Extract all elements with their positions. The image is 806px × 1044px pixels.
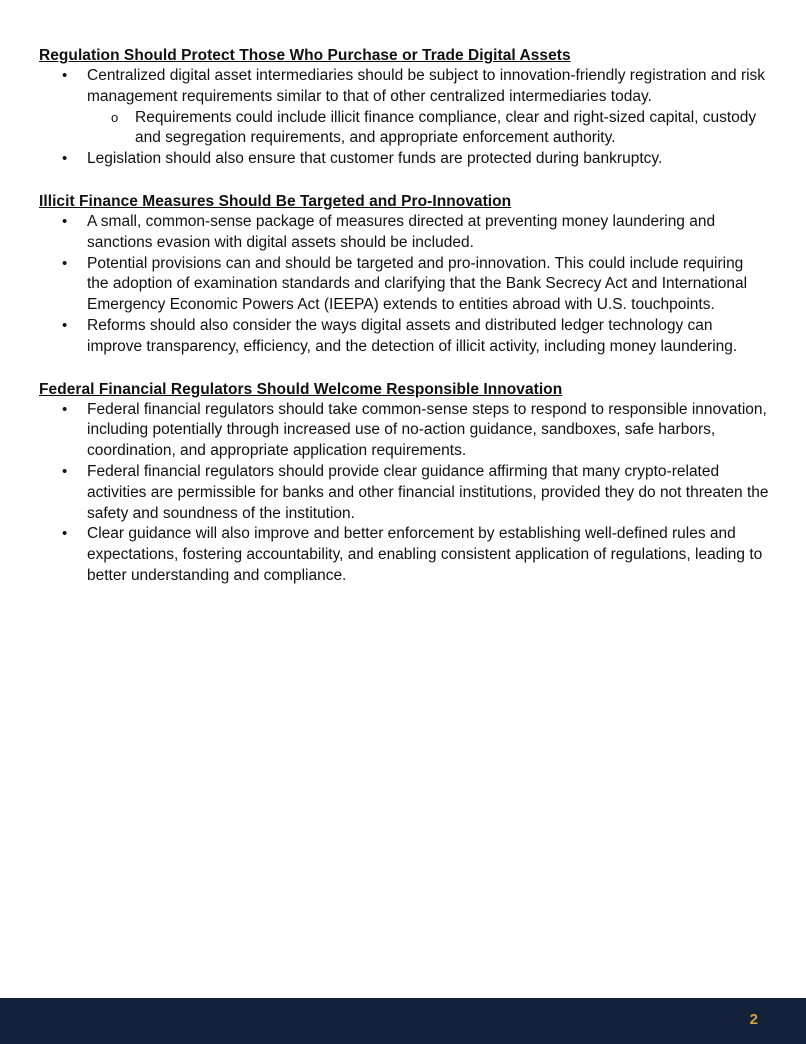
sub-list-item: [87, 108, 769, 150]
hollow-bullet-icon: o: [111, 109, 119, 125]
bullet-icon: •: [62, 212, 68, 230]
section-heading: Federal Financial Regulators Should Welcome Responsible Innovation: [39, 380, 563, 398]
list-item: [39, 524, 769, 586]
list-item: [39, 316, 769, 358]
bullet-list: [39, 400, 769, 587]
list-item: [39, 212, 769, 254]
list-item-text: Federal financial regulators should take common-sense steps to respond to responsible innovation, including potentially through increased use of no-action guidance, sandboxes, safe harbors, coordination, and appropriate application requirements.: [87, 400, 767, 460]
list-item: [39, 149, 769, 170]
list-item-text: Reforms should also consider the ways digital assets and distributed ledger technology can improve transparency, efficiency, and the detection of illicit activity, including money laundering.: [87, 316, 738, 355]
list-item-text: Legislation should also ensure that customer funds are protected during bankruptcy.: [87, 150, 663, 168]
bullet-icon: •: [62, 316, 68, 334]
list-item-text: Centralized digital asset intermediaries should be subject to innovation-friendly registration and risk management requirements similar to that of other centralized intermediaries today.: [87, 67, 766, 105]
section-regulators-innovation: [39, 379, 769, 587]
list-item: [39, 66, 769, 149]
bullet-icon: •: [62, 254, 68, 272]
section-heading: Regulation Should Protect Those Who Purchase or Trade Digital Assets: [39, 47, 571, 64]
list-item-text: Federal financial regulators should provide clear guidance affirming that many crypto-related activities are permissible for banks and other financial institutions, provided they do not threaten the safety and soundness of the institution.: [87, 462, 769, 522]
bullet-icon: •: [62, 525, 68, 543]
section-consumer-protection: [39, 45, 769, 170]
list-item: [39, 400, 769, 462]
bullet-icon: •: [62, 150, 68, 168]
bullet-list: [39, 212, 769, 358]
page-footer: [0, 998, 806, 1044]
bullet-icon: •: [62, 67, 68, 84]
list-item: [39, 254, 769, 316]
bullet-icon: •: [62, 462, 68, 480]
sub-bullet-list: [87, 108, 769, 150]
list-item-text: Clear guidance will also improve and better enforcement by establishing well-defined rules and expectations, fostering accountability, and enabling consistent application of regulations, leading to better understanding and compliance.: [87, 525, 763, 584]
section-illicit-finance: [39, 191, 769, 358]
sub-list-item-text: Requirements could include illicit finance compliance, clear and right-sized capital, custody and segregation requirements, and appropriate enforcement authority.: [135, 108, 757, 147]
section-heading: Illicit Finance Measures Should Be Targeted and Pro-Innovation: [39, 192, 512, 210]
list-item: [39, 462, 769, 524]
list-item-text: Potential provisions can and should be targeted and pro-innovation. This could include requiring the adoption of examination standards and clarifying that the Bank Secrecy Act and International Emergency Economic Powers Act (IEEPA) extends to entities abroad with U.S. touchpoints.: [87, 254, 748, 314]
document-body: [39, 45, 769, 608]
bullet-icon: •: [62, 400, 68, 418]
page-number: 2: [749, 1011, 758, 1028]
list-item-text: A small, common-sense package of measures directed at preventing money laundering and sanctions evasion with digital assets should be included.: [87, 212, 716, 251]
bullet-list: [39, 66, 769, 170]
